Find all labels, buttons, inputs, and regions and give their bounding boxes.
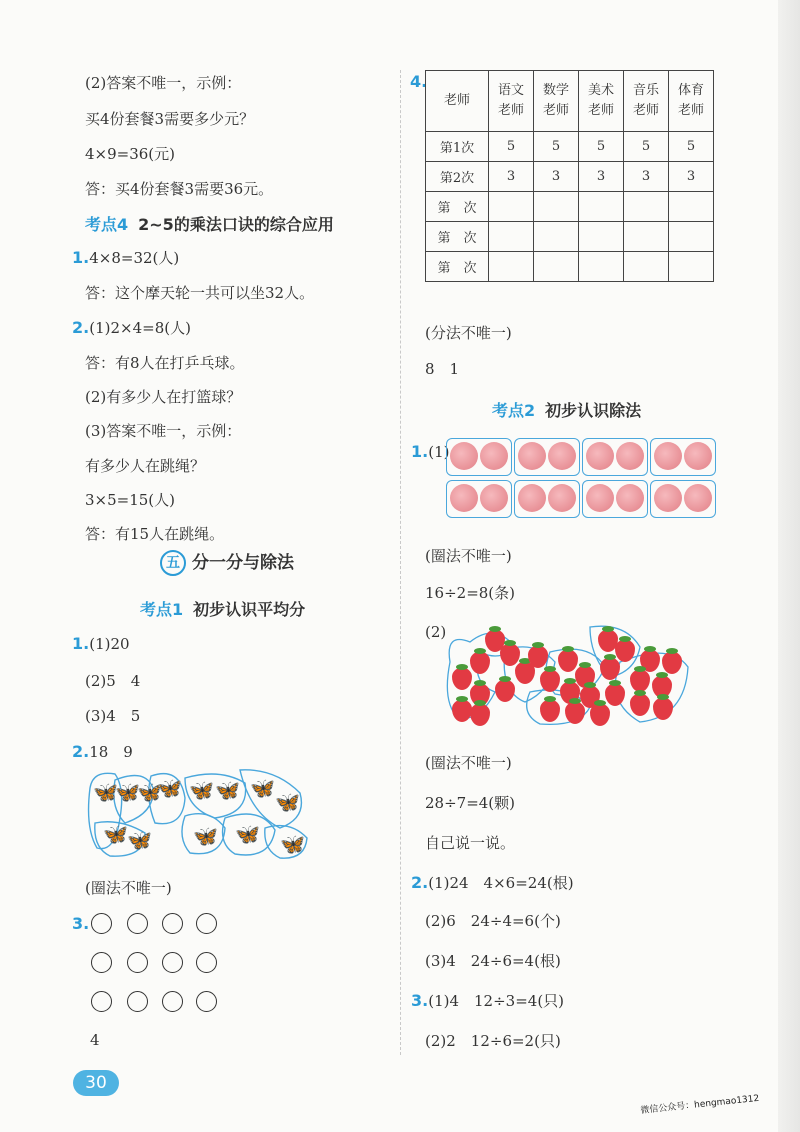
text-line: 8 1 [425,360,460,378]
section-title: 分一分与除法 [192,553,294,573]
table-cell [624,222,669,252]
table-cell [489,252,534,282]
text-line: (2)答案不唯一，示例： [85,74,242,92]
yarn-ball-icon [654,484,682,512]
yarn-ball-icon [450,484,478,512]
table-cell [534,222,579,252]
table-cell: 5 [489,132,534,162]
text-line: 3×5=15(人) [85,491,176,509]
text-line: (分法不唯一) [425,324,512,342]
table-cell: 3 [534,162,579,192]
table-cell: 5 [669,132,714,162]
question-number: 1. [72,634,90,653]
yarn-ball-icon [518,484,546,512]
text-line: 有多少人在跳绳？ [85,457,206,475]
table-cell [579,192,624,222]
butterfly-icon: 🦋 [103,822,128,846]
circle-shape [91,952,112,973]
answer-text: 4×8=32(人) [89,249,180,267]
section-heading [160,548,294,576]
text-line: 答：买4份套餐3需要36元。 [85,180,274,198]
text-line: 答：有8人在打乒乓球。 [85,354,245,372]
answer-text: (1)20 [89,635,130,653]
table-cell [669,192,714,222]
exercise-1 [72,634,130,653]
yarn-ball-icon [518,442,546,470]
question-number: 2. [72,318,90,337]
butterfly-icon: 🦋 [93,780,118,804]
question-number: 3. [72,914,90,933]
header-text: 音乐 老师 [632,83,659,118]
exercise-2 [72,741,133,762]
exercise-r1 [411,442,449,461]
kaodian-title: 2~5的乘法口诀的综合应用 [138,215,334,234]
text-line: 自己说一说。 [425,834,516,852]
section-mark: 五 [160,550,186,576]
text-line: (圈法不唯一) [85,879,172,897]
yarn-ball-icon [616,484,644,512]
table-row [426,252,714,282]
butterfly-icon: 🦋 [275,790,300,814]
yarn-ball-icon [616,442,644,470]
table-row [426,192,714,222]
table-cell: 3 [489,162,534,192]
table-cell [579,222,624,252]
butterfly-icon: 🦋 [137,780,162,804]
butterfly-icon: 🦋 [157,776,182,800]
table-header-cell [669,71,714,132]
table-cell: 第 次 [426,252,489,282]
answer-text: (1)2×4=8(人) [89,319,191,337]
text-line: (2)6 24÷4=6(个) [425,912,561,930]
butterfly-icon: 🦋 [115,780,140,804]
table-row [426,132,714,162]
yarn-ball-icon [480,442,508,470]
text-line: (2)有多少人在打篮球？ [85,388,242,406]
circle-shape [162,991,183,1012]
table-cell: 第2次 [426,162,489,192]
watermark: 微信公众号：hengmao1312 [639,1093,760,1117]
table-cell [624,192,669,222]
butterfly-icon: 🦋 [193,824,218,848]
question-2 [72,317,191,338]
text-line: (3)4 5 [85,707,141,725]
yarn-ball-icon [548,442,576,470]
page-number: 30 [73,1070,119,1096]
text-line: (圈法不唯一) [425,547,512,565]
text-line: 答：这个摩天轮一共可以坐32人。 [85,284,315,302]
header-text: 体育 老师 [677,83,704,118]
butterfly-icon: 🦋 [215,778,240,802]
kaodian-tag: 考点2 [492,401,536,420]
table-row [426,222,714,252]
table-header-cell: 老师 [426,71,489,132]
question-number: 2. [411,873,429,892]
yarn-ball-icon [586,484,614,512]
header-text: 语文 老师 [497,83,524,118]
question-1 [72,247,179,268]
table-cell [534,252,579,282]
table-cell: 5 [624,132,669,162]
table-header-cell [624,71,669,132]
kaodian-title: 初步认识除法 [545,401,642,420]
strawberry-illustration [440,622,690,728]
yarn-ball-icon [480,484,508,512]
table-row [426,162,714,192]
yarn-ball-icon [654,442,682,470]
page-edge [778,0,800,1132]
circle-shape [196,991,217,1012]
table-cell: 3 [669,162,714,192]
kaodian-2-heading [492,398,641,421]
circle-shape [196,913,217,934]
butterfly-icon: 🦋 [189,778,214,802]
exercise-r3 [411,990,564,1011]
text-line: 买4份套餐3需要多少元？ [85,110,255,128]
yarn-illustration [446,436,714,522]
kaodian-title: 初步认识平均分 [193,600,306,619]
circle-shape [127,952,148,973]
kaodian-1-heading [140,597,305,620]
column-divider [400,70,401,1055]
table-cell [489,222,534,252]
text-line: (2)2 12÷6=2(只) [425,1032,561,1050]
yarn-ball-icon [684,484,712,512]
text-line: (圈法不唯一) [425,754,512,772]
exercise-r2 [411,872,574,893]
kaodian-4-heading [85,212,334,235]
header-text: 数学 老师 [542,83,569,118]
table-cell [669,252,714,282]
answer-text: (1)24 4×6=24(根) [428,874,574,892]
table-cell: 3 [624,162,669,192]
yarn-ball-icon [586,442,614,470]
circle-shape [91,913,112,934]
yarn-ball-icon [684,442,712,470]
table-cell [534,192,579,222]
circle-shape [127,913,148,934]
exercise-3 [72,914,89,933]
table-cell: 5 [579,132,624,162]
butterfly-icon: 🦋 [280,832,305,856]
text-line: 4 [90,1031,100,1049]
text-line: 28÷7=4(颗) [425,794,516,812]
circle-shape [162,913,183,934]
circle-shape [162,952,183,973]
butterfly-icon: 🦋 [250,776,275,800]
question-number: 1. [411,442,429,461]
text-line: 4×9=36(元) [85,145,176,163]
circle-shape [91,991,112,1012]
yarn-ball-icon [450,442,478,470]
table-header-row [426,71,714,132]
butterflies-illustration [85,768,310,860]
circle-shape [196,952,217,973]
table-cell [579,252,624,282]
table-cell [624,252,669,282]
teacher-table [425,70,714,282]
table-cell: 第1次 [426,132,489,162]
butterfly-icon: 🦋 [127,828,152,852]
table-header-cell [534,71,579,132]
question-number: 1. [72,248,90,267]
table-cell: 3 [579,162,624,192]
text-line: (2) [425,623,447,641]
table-header-cell [579,71,624,132]
kaodian-tag: 考点4 [85,215,129,234]
answer-text: (1) [428,443,450,461]
text-line: (2)5 4 [85,672,141,690]
table-cell: 第 次 [426,192,489,222]
question-number: 4. [410,72,428,91]
table-cell: 5 [534,132,579,162]
text-line: (3)答案不唯一，示例： [85,422,242,440]
yarn-ball-icon [548,484,576,512]
text-line: (3)4 24÷6=4(根) [425,952,561,970]
table-cell [669,222,714,252]
answer-text: 18 9 [89,743,133,761]
question-number: 2. [72,742,90,761]
kaodian-tag: 考点1 [140,600,184,619]
text-line: 答：有15人在跳绳。 [85,525,225,543]
header-text: 美术 老师 [587,83,614,118]
table-cell [489,192,534,222]
circle-shape [127,991,148,1012]
table-cell: 第 次 [426,222,489,252]
question-number: 3. [411,991,429,1010]
answer-text: (1)4 12÷3=4(只) [428,992,565,1010]
text-line: 16÷2=8(条) [425,584,516,602]
butterfly-icon: 🦋 [235,822,260,846]
table-header-cell [489,71,534,132]
